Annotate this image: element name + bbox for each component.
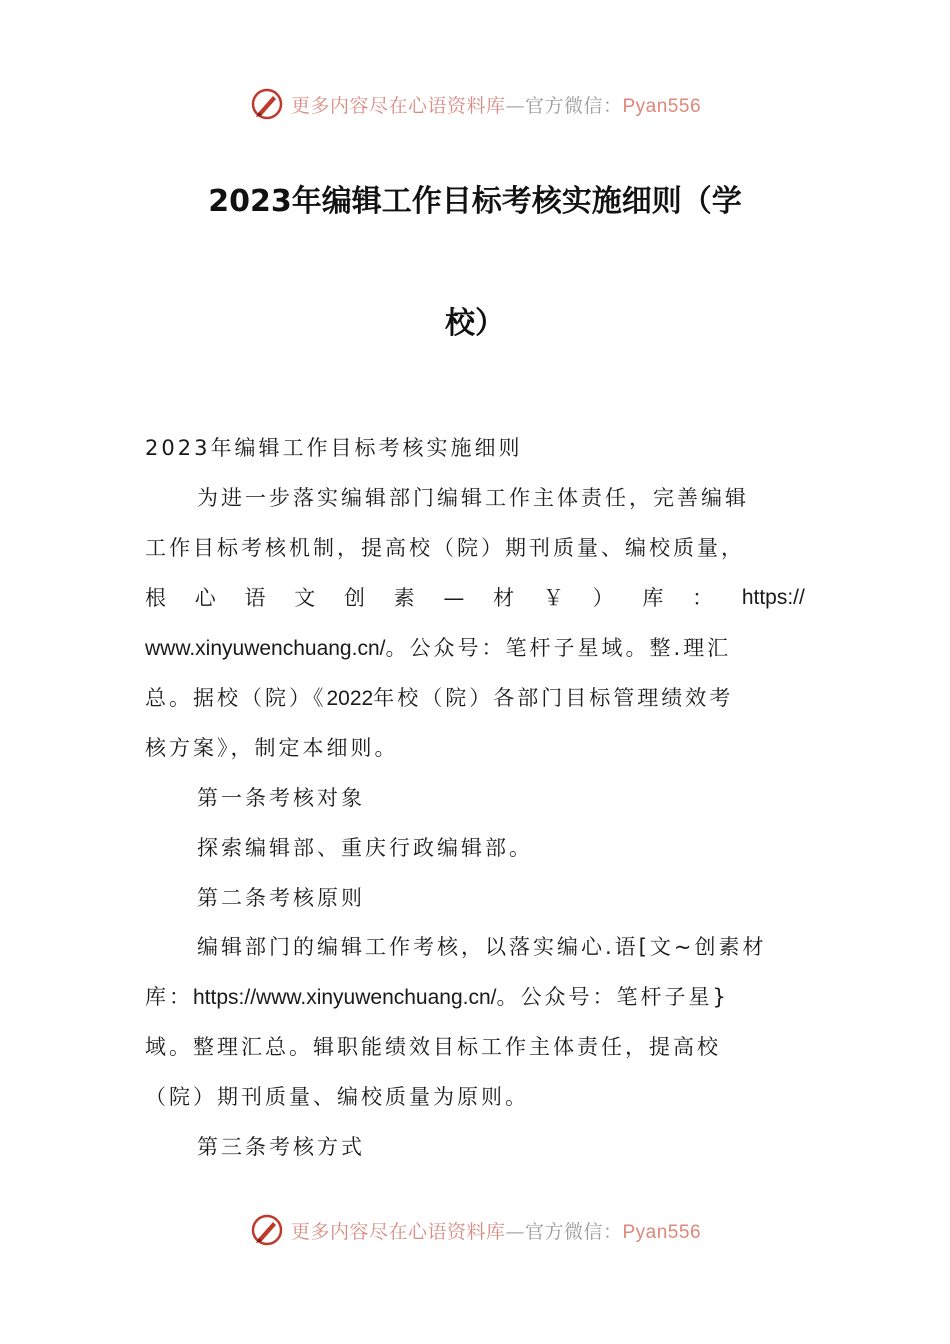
char: 心 (194, 586, 216, 610)
header-watermark (0, 82, 950, 126)
url-text: www.xinyuwenchuang.cn/ (145, 637, 386, 660)
char: 材 (493, 586, 515, 610)
char: 创 (343, 586, 365, 610)
footer-watermark (0, 1208, 950, 1252)
paragraph-1-line-1: 为进一步落实编辑部门编辑工作主体责任，完善编辑 (197, 486, 749, 510)
watermark-text: 更多内容尽在心语资料库—官方微信：Pyan556 (290, 1220, 702, 1243)
document-subtitle: 2023年编辑工作目标考核实施细则 (145, 436, 523, 460)
char: ： (692, 586, 714, 610)
char: 素 (393, 586, 415, 610)
article-2-line-3: 域。整理汇总。辑职能绩效目标工作主体责任，提高校 (145, 1035, 721, 1059)
paragraph-1-line-3 (145, 583, 805, 613)
document-title-line-2: 校） (445, 306, 505, 341)
article-1-body: 探索编辑部、重庆行政编辑部。 (197, 836, 533, 860)
paragraph-1-line-5: 总。据校（院）《2022年校（院）各部门目标管理绩效考 (145, 686, 734, 710)
url-fragment: https:// (741, 586, 805, 609)
pen-circle-logo-icon (249, 86, 285, 122)
article-1-heading: 第一条考核对象 (197, 786, 365, 810)
watermark-text: 更多内容尽在心语资料库—官方微信：Pyan556 (290, 94, 702, 117)
article-2-line-2: 库：https://www.xinyuwenchuang.cn/。公众号：笔杆子星} (145, 985, 729, 1009)
paragraph-1-line-6: 核方案》，制定本细则。 (145, 736, 399, 760)
article-2-line-1: 编辑部门的编辑工作考核，以落实编心.语[文~创素材 (197, 935, 767, 959)
paragraph-1-line-2: 工作目标考核机制，提高校（院）期刊质量、编校质量， (145, 536, 745, 560)
paragraph-1-line-4: www.xinyuwenchuang.cn/。公众号：笔杆子星域。整.理汇 (145, 636, 732, 660)
document-title-line-1: 2023年编辑工作目标考核实施细则（学 (208, 184, 742, 219)
char: 语 (244, 586, 266, 610)
char: 文 (294, 586, 316, 610)
char: ￥ (542, 586, 564, 610)
url-text: https://www.xinyuwenchuang.cn/ (193, 986, 497, 1009)
char: — (443, 586, 465, 610)
char: 库 (642, 586, 664, 610)
article-2-heading: 第二条考核原则 (197, 886, 365, 910)
pen-circle-logo-icon (249, 1212, 285, 1248)
char: ） (592, 586, 614, 610)
article-3-heading: 第三条考核方式 (197, 1135, 365, 1159)
article-2-line-4: （院）期刊质量、编校质量为原则。 (145, 1085, 529, 1109)
char: 根 (145, 586, 166, 610)
